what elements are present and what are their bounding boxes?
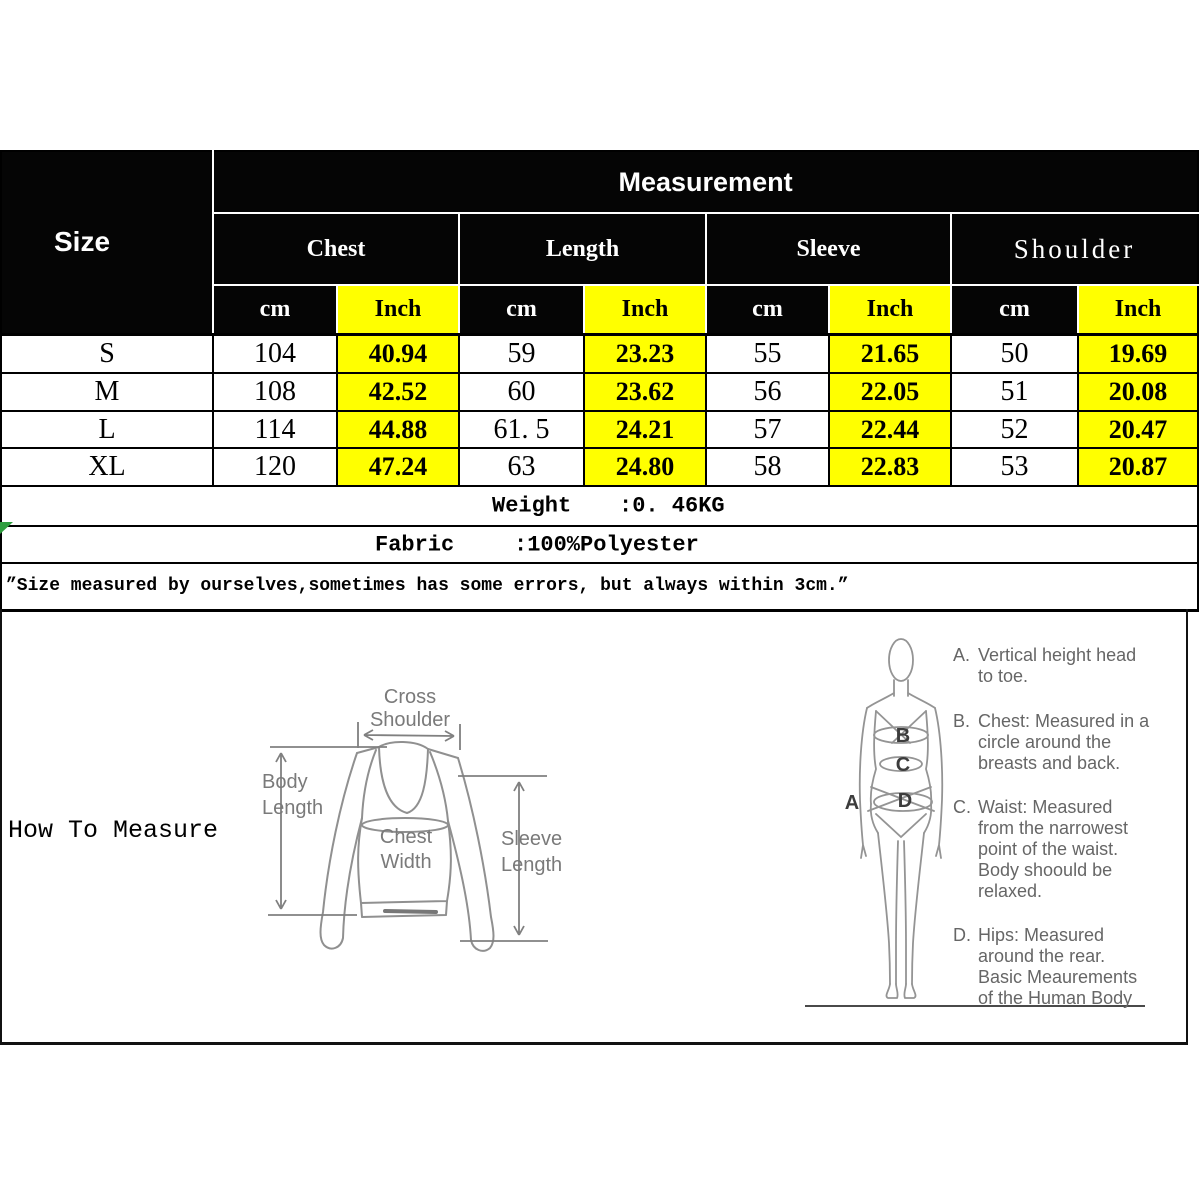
body-outline (860, 639, 942, 998)
unit-header-chest-cm: cm (213, 285, 337, 334)
svg-text:Width: Width (380, 851, 432, 873)
cell-length-inch: 24.21 (584, 411, 706, 448)
size-disclaimer-note: ”Size measured by ourselves,sometimes has some errors, but always within 3cm.” (6, 576, 849, 597)
weight-row (1, 486, 1198, 526)
group-header-sleeve: Sleeve (706, 213, 951, 285)
group-header-length: Length (459, 213, 706, 285)
sleeve-length-label: Sleeve (501, 828, 563, 850)
measure-note-d: D. Hips: Measured around the rear. Basic Meaurements of the Human Body (953, 925, 1138, 1008)
unit-header-sleeve-inch: Inch (829, 285, 951, 334)
figure-letter-d: D (897, 790, 913, 812)
cell-length-inch: 23.62 (584, 373, 706, 411)
cell-chest-cm: 108 (213, 373, 337, 411)
cell-shoulder-inch: 20.87 (1078, 448, 1198, 486)
table-row-s (1, 334, 1198, 373)
header-row-measurement (1, 151, 1198, 213)
cell-chest-inch: 40.94 (337, 334, 459, 373)
cell-sleeve-inch: 22.05 (829, 373, 951, 411)
unit-header-length-inch: Inch (584, 285, 706, 334)
cell-length-cm: 61. 5 (459, 411, 584, 448)
note-row (1, 563, 1198, 610)
cell-size: M (1, 373, 213, 411)
how-to-measure-title: How To Measure (8, 816, 219, 845)
cell-length-inch: 23.23 (584, 334, 706, 373)
cell-shoulder-cm: 50 (951, 334, 1078, 373)
fabric-label: Fabric (375, 532, 455, 557)
svg-text:Length: Length (501, 854, 563, 876)
cell-sleeve-inch: 21.65 (829, 334, 951, 373)
cross-shoulder-label: Cross (383, 686, 437, 708)
fabric-value: :100%Polyester (514, 532, 699, 557)
garment-measure-diagram (240, 660, 580, 1040)
group-header-chest: Chest (213, 213, 459, 285)
cell-size: XL (1, 448, 213, 486)
cell-length-cm: 63 (459, 448, 584, 486)
green-corner-artifact (0, 522, 13, 534)
svg-text:Shoulder: Shoulder (369, 709, 451, 731)
table-row-xl (1, 448, 1198, 486)
cell-chest-inch: 47.24 (337, 448, 459, 486)
cell-chest-cm: 114 (213, 411, 337, 448)
svg-text:Length: Length (262, 797, 324, 819)
chest-width-label: Chest (379, 826, 433, 848)
fabric-row (1, 526, 1198, 563)
cell-chest-inch: 42.52 (337, 373, 459, 411)
cell-size: S (1, 334, 213, 373)
cell-sleeve-cm: 55 (706, 334, 829, 373)
cell-size: L (1, 411, 213, 448)
table-row-l (1, 411, 1198, 448)
figure-letter-b: B (895, 725, 911, 747)
unit-header-shoulder-inch: Inch (1078, 285, 1198, 334)
weight-label: Weight (492, 493, 572, 519)
cell-sleeve-cm: 56 (706, 373, 829, 411)
measurement-header: Measurement (213, 151, 1198, 213)
unit-header-chest-inch: Inch (337, 285, 459, 334)
cell-length-inch: 24.80 (584, 448, 706, 486)
unit-header-length-cm: cm (459, 285, 584, 334)
unit-header-sleeve-cm: cm (706, 285, 829, 334)
group-header-shoulder: Shoulder (951, 213, 1198, 285)
measure-note-a: A. Vertical height head to toe. (953, 645, 1137, 686)
figure-letter-a: A (844, 792, 860, 814)
size-chart-table (0, 150, 1199, 612)
cell-sleeve-inch: 22.44 (829, 411, 951, 448)
cell-shoulder-cm: 52 (951, 411, 1078, 448)
body-length-label: Body (262, 771, 308, 793)
measure-note-b: B. Chest: Measured in a circle around the breasts and back. (953, 711, 1150, 773)
cell-sleeve-inch: 22.83 (829, 448, 951, 486)
cell-shoulder-cm: 51 (951, 373, 1078, 411)
cell-shoulder-inch: 20.08 (1078, 373, 1198, 411)
unit-header-shoulder-cm: cm (951, 285, 1078, 334)
table-row-m (1, 373, 1198, 411)
cell-length-cm: 59 (459, 334, 584, 373)
weight-value: :0. 46KG (619, 493, 725, 519)
figure-letter-c: C (895, 754, 911, 776)
cell-chest-cm: 120 (213, 448, 337, 486)
cell-chest-cm: 104 (213, 334, 337, 373)
cell-shoulder-inch: 19.69 (1078, 334, 1198, 373)
cell-shoulder-inch: 20.47 (1078, 411, 1198, 448)
measure-note-c: C. Waist: Measured from the narrowest point of the waist. Body shoould be relaxed. (953, 797, 1129, 901)
cell-chest-inch: 44.88 (337, 411, 459, 448)
cell-sleeve-cm: 58 (706, 448, 829, 486)
size-column-header: Size (1, 151, 213, 334)
cell-shoulder-cm: 53 (951, 448, 1078, 486)
cell-length-cm: 60 (459, 373, 584, 411)
cell-sleeve-cm: 57 (706, 411, 829, 448)
